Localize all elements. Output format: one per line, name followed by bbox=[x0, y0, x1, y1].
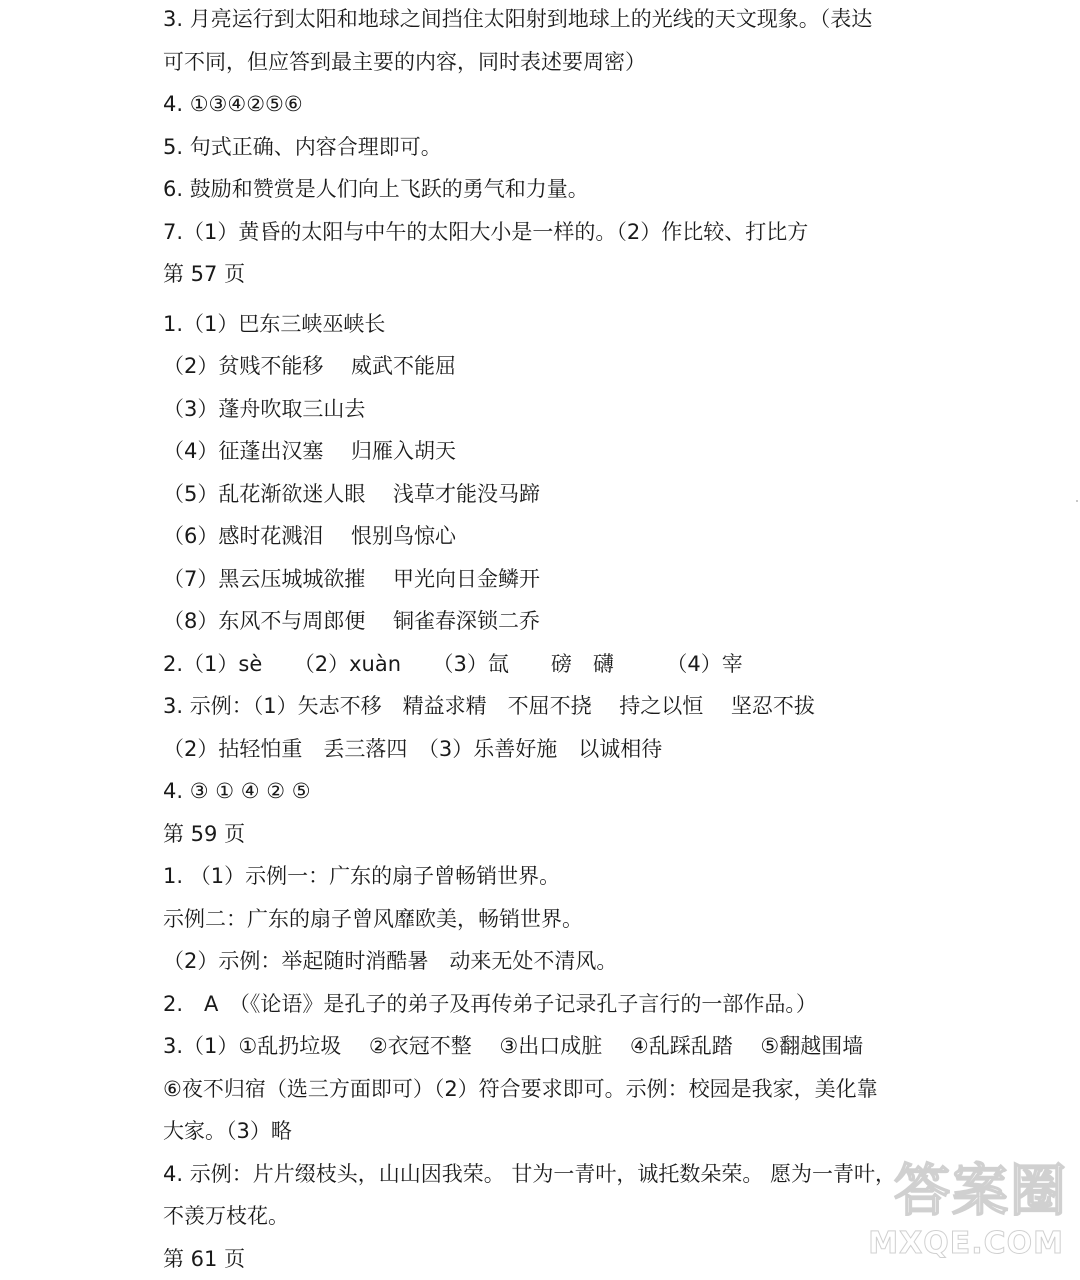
text-line: （3）蓬舟吹取三山去 bbox=[163, 388, 923, 431]
text-line: （2）拈轻怕重 丢三落四 （3）乐善好施 以诚相待 bbox=[163, 728, 923, 771]
scan-speck bbox=[1076, 500, 1078, 502]
text-line: 5. 句式正确、内容合理即可。 bbox=[163, 126, 923, 169]
text-line: 3.（1）①乱扔垃圾 ②衣冠不整 ③出口成脏 ④乱踩乱踏 ⑤翻越围墙 bbox=[163, 1025, 923, 1068]
text-line: 1.（1）巴东三峡巫峡长 bbox=[163, 303, 923, 346]
text-line: （5）乱花渐欲迷人眼 浅草才能没马蹄 bbox=[163, 473, 923, 516]
text-line: 7.（1）黄昏的太阳与中午的太阳大小是一样的。（2）作比较、打比方 bbox=[163, 211, 923, 254]
text-line: 大家。（3）略 bbox=[163, 1110, 923, 1153]
page-heading: 第 57 页 bbox=[163, 253, 923, 296]
text-line: 2. A （《论语》是孔子的弟子及再传弟子记录孔子言行的一部作品。） bbox=[163, 983, 923, 1026]
text-line: 3. 月亮运行到太阳和地球之间挡住太阳射到地球上的光线的天文现象。（表达 bbox=[163, 0, 923, 41]
text-line: 4. ③ ① ④ ② ⑤ bbox=[163, 770, 923, 813]
text-line: （2）贫贱不能移 威武不能屈 bbox=[163, 345, 923, 388]
answer-text-block bbox=[163, 0, 923, 1280]
watermark-url-text: MXQE.COM bbox=[868, 1228, 1064, 1260]
watermark-logo-text: 答案圈 bbox=[894, 1162, 1068, 1222]
text-line: 4. ①③④②⑤⑥ bbox=[163, 83, 923, 126]
text-line: ⑥夜不归宿（选三方面即可）（2）符合要求即可。示例：校园是我家，美化靠 bbox=[163, 1068, 923, 1111]
page-heading: 第 59 页 bbox=[163, 813, 923, 856]
page-heading: 第 61 页 bbox=[163, 1238, 923, 1280]
text-line: 示例二：广东的扇子曾风靡欧美，畅销世界。 bbox=[163, 898, 923, 941]
text-line: 6. 鼓励和赞赏是人们向上飞跃的勇气和力量。 bbox=[163, 168, 923, 211]
text-line: 不羡万枝花。 bbox=[163, 1195, 923, 1238]
text-line: （7）黑云压城城欲摧 甲光向日金鳞开 bbox=[163, 558, 923, 601]
text-line: 4. 示例：片片缀枝头，山山因我荣。 甘为一青叶，诚托数朵荣。 愿为一青叶， bbox=[163, 1153, 923, 1196]
text-line: （8）东风不与周郎便 铜雀春深锁二乔 bbox=[163, 600, 923, 643]
text-line: 可不同，但应答到最主要的内容，同时表述要周密） bbox=[163, 41, 923, 84]
text-line: （4）征蓬出汉塞 归雁入胡天 bbox=[163, 430, 923, 473]
watermark-logo bbox=[888, 1162, 1068, 1262]
text-line: （2）示例：举起随时消酷暑 动来无处不清风。 bbox=[163, 940, 923, 983]
text-line: 1. （1）示例一：广东的扇子曾畅销世界。 bbox=[163, 855, 923, 898]
text-line: （6）感时花溅泪 恨别鸟惊心 bbox=[163, 515, 923, 558]
text-line: 2.（1）sè （2）xuàn （3）氙 磅 礴 （4）宰 bbox=[163, 643, 923, 686]
text-line: 3. 示例：（1）矢志不移 精益求精 不屈不挠 持之以恒 坚忍不拔 bbox=[163, 685, 923, 728]
